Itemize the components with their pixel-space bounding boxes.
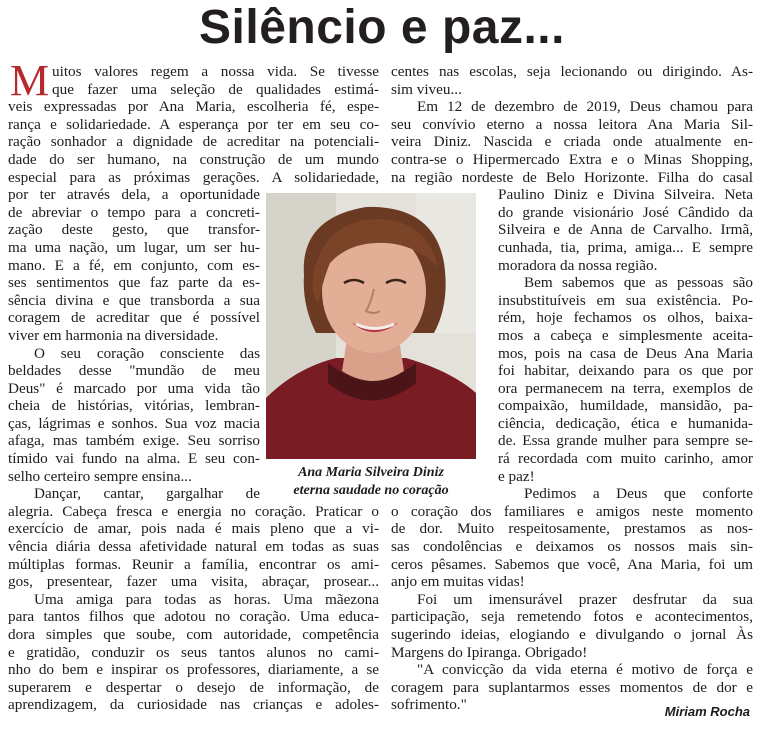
text-line: coragem para suplantarmos esses momentos de dor e	[391, 678, 753, 696]
text-line: zação deste gesto, que transfor-	[8, 221, 260, 239]
photo-caption	[262, 464, 480, 500]
text-line: sofrimento."	[391, 696, 467, 714]
text-line: Dançar, cantar, gargalhar de	[34, 485, 260, 503]
text-line: veis expressadas por Ana Maria, escolheria fé, espe-	[8, 98, 379, 116]
text-line: sugerindo ideias, elogiando e divulgando o jornal Às	[391, 626, 753, 643]
text-line: beldades desse "mundão de meu	[8, 362, 260, 380]
article-title: Silêncio e paz...	[199, 1, 565, 54]
text-line: cheia de histórias, vitórias, lembran-	[8, 397, 260, 415]
text-line: Foi um imensurável prazer desfrutar da sua	[417, 590, 753, 608]
text-line: compaixão, humildade, mansidão, pa-	[498, 397, 753, 415]
text-line: especial para as próximas gerações. A solidariedade,	[8, 168, 379, 186]
text-line: vência diária dessa afetividade natural em todas as suas	[8, 538, 379, 556]
text-line: selho certeiro sempre ensina...	[8, 467, 192, 485]
text-line: afaga, mas também exige. Seu sorriso	[8, 432, 260, 450]
text-line: dora simples que soube, com autoridade, competência	[8, 626, 379, 643]
text-line: que fazer uma seleção de qualidades estimá-	[52, 80, 379, 98]
text-line: participação, seja remetendo fotos e acontecimentos,	[391, 608, 753, 626]
text-line: ma uma nação, um lugar, um ser hu-	[8, 238, 260, 256]
text-line: seu convívio eterno a nossa leitora Ana Maria Sil-	[391, 115, 753, 133]
text-line: de abreviar o tempo para a concreti-	[8, 203, 260, 221]
text-line: de. Essa grande mulher para sempre se-	[498, 432, 753, 450]
text-line: superarem e despertar o desejo de informação, de	[8, 678, 379, 696]
text-line: O seu coração consciente das	[34, 344, 260, 362]
text-line: contra-se o Hipermercado Extra e o Minas Shopping,	[391, 150, 753, 168]
text-line: Em 12 de dezembro de 2019, Deus chamou para	[417, 98, 753, 116]
text-line: e gratidão, conduzir os seus tantos alunos no cami-	[8, 643, 379, 661]
text-line: sência divina e que transborda a sua	[8, 291, 260, 309]
text-line: de dor. Muito respeitosamente, prestamos as nos-	[391, 520, 753, 538]
text-line: ses sentimentos que faz parte da es-	[8, 274, 260, 292]
text-line: múltiplas formas. Reunir a família, encontrar os ami-	[8, 555, 379, 573]
portrait-photo	[266, 193, 476, 459]
text-line: dade do ser humano, na construção de um mundo	[8, 150, 379, 168]
text-line: viver em harmonia na diversidade.	[8, 326, 219, 344]
text-line: "A convicção da vida eterna é motivo de força e	[417, 661, 753, 679]
text-line: Bem sabemos que as pessoas são	[524, 274, 753, 292]
text-line: ciência, dedicação, ética e humanida-	[498, 414, 753, 432]
text-line: coragem de acreditar que é possível	[8, 309, 260, 327]
text-line: rança e solidariedade. A esperança por ter em seu co-	[8, 115, 379, 133]
caption-name: Ana Maria Silveira Diniz	[298, 465, 444, 480]
text-line: ceros pêsames. Sabemos que você, Ana Maria, foi um	[391, 555, 753, 573]
text-line: Paulino Diniz e Divina Silveira. Neta	[498, 186, 753, 204]
text-line: moradora da nossa região.	[498, 256, 658, 274]
text-line: Uma amiga para todas as horas. Uma mãezona	[34, 590, 379, 608]
text-line: e paz!	[498, 467, 535, 485]
text-line: nho do bem e inspirar os professores, diariamente, a se	[8, 661, 379, 679]
text-line: mos, pois na casa de Deus Ana Maria	[498, 344, 753, 362]
text-line: ças, lágrimas e sonhos. Sua voz macia	[8, 414, 260, 432]
text-line: mos a cabeça e simplesmente aceita-	[498, 326, 753, 344]
text-line: Deus" é marcado por uma vida tão	[8, 379, 260, 397]
text-line: exercício de amar, pois nada é mais pleno que a vi-	[8, 520, 379, 538]
text-line: do grande visionário José Cândido da	[498, 203, 753, 221]
text-line: anjo em muitas vidas!	[391, 573, 525, 591]
text-line: o coração dos familiares e amigos neste momento	[391, 502, 753, 520]
text-line: Margens do Ipiranga. Obrigado!	[391, 643, 588, 661]
text-line: ora permanecem na terra, exemplos de	[498, 379, 753, 397]
text-line: tímido vai fundo na alma. E seu con-	[8, 450, 260, 468]
text-line: Silveira e de Anna de Carvalho. Irmã,	[498, 221, 753, 239]
text-line: foi habitar, deixando para os que por	[498, 362, 753, 380]
text-line: alegria. Cabeça fresca e energia no coração. Praticar o	[8, 502, 379, 520]
drop-cap: M	[10, 56, 50, 105]
text-line: na região nordeste de Belo Horizonte. Filha do casal	[391, 168, 753, 186]
text-line: sim viveu...	[391, 80, 462, 98]
text-line: sas condolências e deixamos os nossos mais sin-	[391, 538, 753, 556]
text-line: uitos valores regem a nossa vida. Se tivesse	[52, 63, 379, 80]
text-line: insubstituíveis em sua existência. Po-	[498, 291, 753, 309]
text-line: rém, hoje fechamos os olhos, baixa-	[498, 309, 753, 327]
text-line: por ter através dela, a oportunidade	[8, 186, 260, 204]
text-line: veira Diniz. Nascida e criada onde atualmente en-	[391, 133, 753, 151]
text-line: para tantos filhos que adotou no coração. Uma educa-	[8, 608, 379, 626]
text-line: rá recordada com muito carinho, amor	[498, 450, 753, 468]
text-line: ração sonhador a dignidade de acreditar na potenciali-	[8, 133, 379, 151]
text-line: aprendizagem, da curiosidade nas crianças e adoles-	[8, 696, 379, 714]
text-line: mano. E a fé, em conjunto, com es-	[8, 256, 260, 274]
text-line: centes nas escolas, seja lecionando ou dirigindo. As-	[391, 63, 753, 80]
text-line: cunhada, tia, prima, amiga... E sempre	[498, 238, 753, 256]
text-line: Pedimos a Deus que conforte	[524, 485, 753, 503]
caption-subtitle: eterna saudade no coração	[293, 483, 449, 498]
text-line: gos, presentear, fazer uma visita, abraçar, prosear...	[8, 573, 379, 591]
portrait-illustration	[266, 193, 476, 459]
author-signature: Miriam Rocha	[664, 704, 750, 719]
